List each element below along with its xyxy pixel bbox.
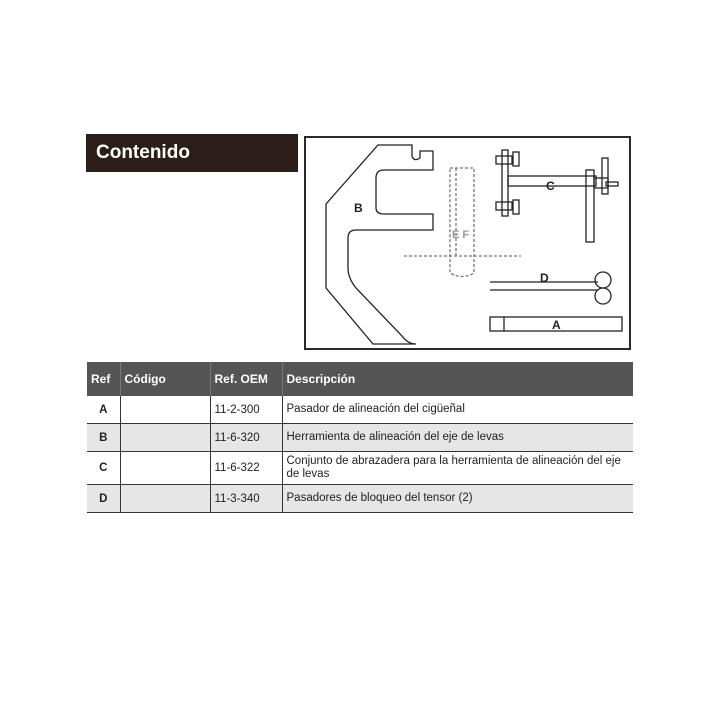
table-header-row	[87, 362, 633, 396]
cell-ref: C	[87, 452, 120, 485]
table-row	[87, 424, 633, 452]
cell-descripcion: Pasador de alineación del cigüeñal	[282, 396, 633, 424]
header-oem: Ref. OEM	[210, 362, 282, 396]
cell-oem: 11-3-340	[210, 485, 282, 513]
cell-oem: 11-6-322	[210, 452, 282, 485]
cell-descripcion: Pasadores de bloqueo del tensor (2)	[282, 485, 633, 513]
table-row	[87, 485, 633, 513]
cell-ref: A	[87, 396, 120, 424]
tool-diagram	[304, 136, 631, 350]
label-d: D	[540, 271, 549, 285]
parts-table	[87, 362, 633, 513]
cell-ref: B	[87, 424, 120, 452]
label-c: C	[546, 179, 555, 193]
label-b: B	[354, 201, 363, 215]
header-descripcion: Descripción	[282, 362, 633, 396]
tool-ef-dashed	[450, 168, 474, 277]
cell-descripcion: Herramienta de alineación del eje de levas	[282, 424, 633, 452]
header-codigo: Código	[120, 362, 210, 396]
cell-codigo	[120, 424, 210, 452]
header-ref: Ref	[87, 362, 120, 396]
label-ef: E F	[452, 229, 470, 241]
cell-descripcion: Conjunto de abrazadera para la herramienta de alineación del eje de levas	[282, 452, 633, 485]
section-title: Contenido	[86, 134, 298, 172]
cell-oem: 11-2-300	[210, 396, 282, 424]
cell-codigo	[120, 485, 210, 513]
table-row	[87, 452, 633, 485]
cell-codigo	[120, 452, 210, 485]
label-a: A	[552, 318, 561, 332]
tool-diagram-svg	[306, 138, 633, 352]
cell-oem: 11-6-320	[210, 424, 282, 452]
cell-ref: D	[87, 485, 120, 513]
tool-b-outline	[326, 145, 433, 344]
cell-codigo	[120, 396, 210, 424]
table-row	[87, 396, 633, 424]
